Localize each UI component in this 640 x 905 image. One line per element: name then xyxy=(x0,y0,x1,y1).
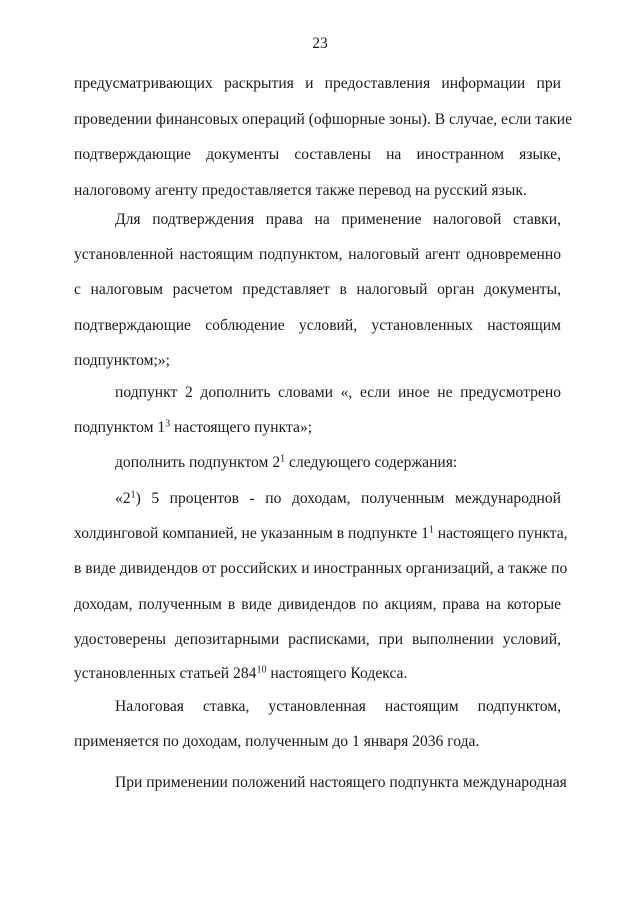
text-line: подтверждающие документы составлены на иностранном языке, xyxy=(74,146,561,163)
text-line: подпунктом $1^3$ настоящего пункта»; xyxy=(74,418,313,436)
paragraph-first-line: Для подтверждения права на применение налоговой ставки, xyxy=(115,211,561,228)
text-line: применяется по доходам, полученным до 1 января 2036 года. xyxy=(74,733,480,750)
paragraph-first-line: подпункт 2 дополнить словами «, если иное не предусмотрено xyxy=(115,384,561,401)
text-line: удостоверены депозитарными расписками, при выполнении условий, xyxy=(74,631,561,648)
text-line: доходам, полученным в виде дивидендов по акциям, права на которые xyxy=(74,596,561,613)
text-line: холдинговой компанией, не указанным в подпункте $1^1$ настоящего пункта, xyxy=(74,524,568,542)
text-line: подпунктом;»; xyxy=(74,352,170,369)
text-line: с налоговым расчетом представляет в налоговый орган документы, xyxy=(74,281,561,298)
text-line: проведении финансовых операций (офшорные зоны). В случае, если такие xyxy=(74,111,573,128)
paragraph-first-line: При применении положений настоящего подпункта международная xyxy=(115,774,567,791)
text-line: предусматривающих раскрытия и предоставления информации при xyxy=(74,75,561,92)
paragraph-first-line: «$2^1$) 5 процентов - по доходам, полученным международной xyxy=(115,489,561,507)
page-number: 23 xyxy=(312,35,328,52)
text-line: в виде дивидендов от российских и иностранных организаций, а также по xyxy=(74,560,568,577)
text-line: установленной настоящим подпунктом, налоговый агент одновременно xyxy=(74,246,561,263)
text-line: установленных статьей $284^{10}$ настоящего Кодекса. xyxy=(74,664,408,682)
paragraph-first-line: Налоговая ставка, установленная настоящим подпунктом, xyxy=(115,698,561,715)
text-line: подтверждающие соблюдение условий, установленных настоящим xyxy=(74,317,561,334)
text-line: налоговому агенту предоставляется также перевод на русский язык. xyxy=(74,182,527,199)
paragraph-first-line: дополнить подпунктом $2^1$ следующего содержания: xyxy=(115,453,458,471)
